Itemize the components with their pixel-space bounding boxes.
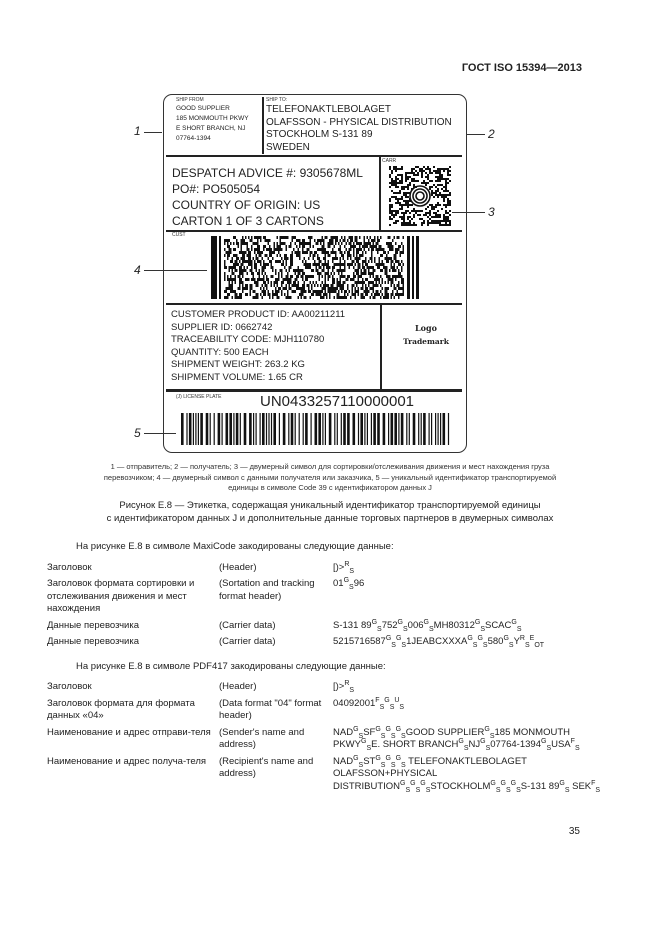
- data-row: [47, 698, 617, 723]
- product-line: CUSTOMER PRODUCT ID: AA00211211: [171, 309, 346, 320]
- data-row: [47, 756, 617, 794]
- ship-to-line: SWEDEN: [266, 141, 310, 153]
- divider: [166, 155, 462, 157]
- divider: [166, 230, 462, 232]
- data-row: [47, 578, 617, 616]
- data-row: [47, 620, 617, 633]
- ship-from-line: E SHORT BRANCH, NJ: [176, 125, 246, 132]
- legend-line: перевозчиком; 4 — двумерный символ с данными получателя или заказчика, 5 — уникальный идентификатор транспортируемой: [103, 472, 557, 482]
- pdf417-table: [47, 681, 617, 793]
- despatch-line: COUNTRY OF ORIGIN: US: [172, 198, 321, 212]
- row-label-ru: Данные перевозчика: [47, 636, 140, 647]
- product-info: [171, 309, 345, 384]
- callout-arrow: [467, 134, 485, 135]
- ship-from-line: GOOD SUPPLIER: [176, 105, 230, 112]
- ship-from-title: SHIP FROM: [176, 97, 204, 103]
- data-row: [47, 636, 617, 649]
- row-encoded-value: $01^G_S96$: [333, 576, 365, 591]
- ship-to-address: [266, 104, 452, 154]
- data-row: [47, 562, 617, 575]
- caption-line: Рисунок Е.8 — Этикетка, содержащая уникальный идентификатор транспортируемой единицы: [119, 500, 541, 511]
- despatch-line: DESPATCH ADVICE #: 9305678ML: [172, 166, 363, 180]
- legend-line: единицы в символе Code 39 с идентификатором данных J: [228, 483, 432, 492]
- row-encoded-value: $NAD^G_SSF^G_S^G_S^G_SGOOD$ $SUPPLIER^G_S185$ MONMOUTH $PKWY^G_SE$. SHORT $BRANCH^G_SNJ^G_S07764-1394^G_SUSA^F_S$: [333, 725, 580, 752]
- row-label-ru: Заголовок: [47, 561, 92, 573]
- callout-arrow: [144, 433, 176, 434]
- row-label-en: (Sender's name and address): [219, 726, 305, 750]
- figure-legend: [40, 462, 620, 494]
- pdf417-symbol: [211, 236, 419, 299]
- row-encoded-value: $04092001^F_S^G_S^U_S$: [333, 696, 405, 711]
- row-label-en: (Header): [219, 681, 257, 692]
- logo-trademark: [396, 323, 456, 347]
- callout-arrow: [452, 212, 485, 213]
- page-number: 35: [568, 826, 580, 837]
- product-line: SUPPLIER ID: 0662742: [171, 321, 273, 333]
- cust-title: CUST: [172, 232, 186, 238]
- product-line: SHIPMENT VOLUME: 1.65 CR: [171, 371, 303, 383]
- ship-to-line: OLAFSSON - PHYSICAL DISTRIBUTION: [266, 116, 452, 128]
- carr-title: CARR: [382, 158, 397, 164]
- callout-3: 3: [488, 205, 495, 219]
- row-label-ru: Наименование и адрес отправи-теля: [47, 726, 211, 738]
- callout-arrow: [144, 132, 162, 133]
- maxicode-intro: На рисунке Е.8 в символе MaxiCode закодированы следующие данные:: [76, 541, 394, 552]
- ship-to-line: TELEFONAKTLEBOLAGET: [266, 104, 392, 115]
- legend-line: 1 — отправитель; 2 — получатель; 3 — двумерный символ для сортировки/отслеживания движения и мест нахождения груза: [110, 462, 550, 471]
- ship-to-line: STOCKHOLM S-131 89: [266, 129, 373, 140]
- logo-text: Logo: [415, 323, 437, 333]
- caption-line: с идентификатором данных J и дополнительные данные торговых партнеров в двумерных символах: [106, 513, 554, 524]
- row-label-en: (Carrier data): [219, 619, 276, 631]
- product-line: QUANTITY: 500 EACH: [171, 346, 269, 358]
- pdf417-intro: На рисунке Е.8 в символе PDF417 закодированы следующие данные:: [76, 660, 386, 672]
- row-encoded-value: $5215716587^G_S^G_S1JEABCXXXA^G_S^G_S580^G_SY^R_S^E_{OT}$: [333, 634, 545, 649]
- row-label-ru: Данные перевозчика: [47, 619, 140, 631]
- maxicode-symbol: [389, 166, 451, 226]
- despatch-line: CARTON 1 OF 3 CARTONS: [172, 214, 324, 228]
- shipping-label: [163, 94, 467, 453]
- ship-from-address: [176, 104, 249, 144]
- standard-header: ГОСТ ISO 15394—2013: [461, 62, 582, 74]
- license-plate-title: (J) LICENSE PLATE: [176, 394, 222, 400]
- figure-caption: [40, 499, 620, 525]
- row-label-ru: Наименование и адрес получа-теля: [47, 755, 207, 767]
- divider: [166, 389, 462, 392]
- data-row: [47, 681, 617, 694]
- code39-barcode: [181, 413, 451, 445]
- row-label-ru: Заголовок: [47, 681, 92, 692]
- row-encoded-value: [)>$^R_S$: [333, 560, 355, 575]
- row-label-en: (Sortation and tracking format header): [219, 578, 315, 602]
- row-label-en: (Header): [219, 561, 257, 573]
- row-encoded-value: $NAD^G_SST^G_S^G_S^G_S$ TELEFONAKTLEBOLAGET OLAFSSON+PHYSICAL $DISTRIBUTION^G_S^G_S^G_SSTOCKHOLM^G_S^G_S^G_SS-131$ $89^G_S$ $SEK^F_S$: [333, 754, 601, 794]
- row-encoded-value: S-131 $89^G_S752^G_S006^G_SMH80312^G_SSCAC^G_S$: [333, 618, 522, 633]
- maxicode-table: [47, 562, 617, 649]
- callout-1: 1: [134, 124, 141, 138]
- row-label-en: (Data format "04" format header): [219, 697, 322, 721]
- encoded-data-section: [47, 541, 617, 805]
- callout-arrow: [144, 270, 207, 271]
- ship-from-line: 185 MONMOUTH PKWY: [176, 115, 249, 122]
- ship-from-line: 07764-1394: [176, 135, 211, 142]
- row-label-ru: Заголовок формата сортировки и отслеживания движения и мест нахождения: [47, 578, 195, 614]
- row-encoded-value: [)>$^R_S$: [333, 679, 355, 694]
- product-line: TRACEABILITY CODE: MJH110780: [171, 334, 325, 345]
- row-label-en: (Recipient's name and address): [219, 755, 314, 779]
- despatch-info: [172, 165, 363, 229]
- product-line: SHIPMENT WEIGHT: 263.2 KG: [171, 359, 305, 370]
- row-label-ru: Заголовок формата для формата данных «04»: [47, 697, 195, 721]
- callout-2: 2: [488, 127, 495, 141]
- license-plate-number: UN0433257110000001: [260, 393, 415, 410]
- despatch-line: PO#: PO505054: [172, 182, 261, 196]
- divider: [166, 303, 462, 305]
- data-row: [47, 727, 617, 752]
- ship-to-title: SHIP TO:: [266, 97, 288, 103]
- callout-5: 5: [134, 426, 141, 440]
- logo-text: Trademark: [403, 337, 449, 346]
- row-label-en: (Carrier data): [219, 636, 276, 647]
- callout-4: 4: [134, 263, 141, 277]
